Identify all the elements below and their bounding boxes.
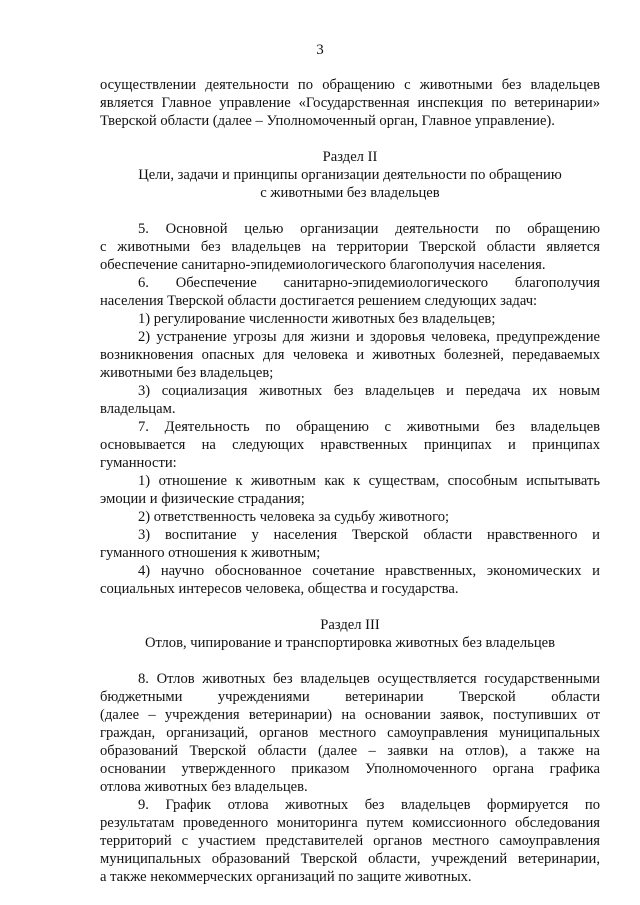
paragraph-line: образований Тверской области (далее – заявки на отлов), а также на bbox=[100, 743, 600, 759]
list-item: 1) отношение к животным как к существам, способным испытывать bbox=[138, 473, 600, 489]
section2-title: с животными без владельцев bbox=[260, 185, 440, 201]
paragraph-line: 8. Отлов животных без владельцев осуществляется государственными bbox=[138, 671, 600, 687]
list-item: животными без владельцев; bbox=[100, 365, 274, 381]
intro-line: является Главное управление «Государственная инспекция по ветеринарии» bbox=[100, 95, 600, 111]
list-item: социальных интересов человека, общества и государства. bbox=[100, 581, 459, 597]
paragraph-line: обеспечение санитарно-эпидемиологического благополучия населения. bbox=[100, 257, 546, 273]
paragraph-line: а также некоммерческих организаций по защите животных. bbox=[100, 869, 472, 885]
paragraph-line: 5. Основной целью организации деятельности по обращению bbox=[138, 221, 600, 237]
paragraph-line: результатам проведенного мониторинга путем комиссионного обследования bbox=[100, 815, 600, 831]
paragraph-line: гуманности: bbox=[100, 455, 177, 471]
list-item: гуманного отношения к животным; bbox=[100, 545, 321, 561]
paragraph-line: бюджетными учреждениями ветеринарии Тверской области bbox=[100, 689, 600, 705]
list-item: 4) научно обоснованное сочетание нравственных, экономических и bbox=[138, 563, 600, 579]
paragraph-line: основании утвержденного приказом Уполномоченного органа графика bbox=[100, 761, 600, 777]
list-item: владельцам. bbox=[100, 401, 176, 417]
section3-title: Отлов, чипирование и транспортировка животных без владельцев bbox=[144, 635, 556, 651]
section2-title: Цели, задачи и принципы организации деятельности по обращению bbox=[138, 167, 562, 183]
list-item: эмоции и физические страдания; bbox=[100, 491, 305, 507]
paragraph-line: 6. Обеспечение санитарно-эпидемиологического благополучия bbox=[138, 275, 600, 291]
paragraph-line: 7. Деятельность по обращению с животными без владельцев bbox=[138, 419, 600, 435]
paragraph-line: 9. График отлова животных без владельцев формируется по bbox=[138, 797, 600, 813]
list-item: 2) устранение угрозы для жизни и здоровья человека, предупреждение bbox=[138, 329, 600, 345]
paragraph-line: граждан, организаций, органов местного самоуправления муниципальных bbox=[100, 725, 600, 741]
list-item: 3) воспитание у населения Тверской области нравственного и bbox=[138, 527, 600, 543]
section2-heading: Раздел II bbox=[322, 149, 378, 165]
paragraph-line: отлова животных без владельцев. bbox=[100, 779, 308, 795]
section3-heading: Раздел III bbox=[320, 617, 380, 633]
list-item: 2) ответственность человека за судьбу животного; bbox=[138, 509, 450, 525]
list-item: возникновения опасных для человека и животных болезней, передаваемых bbox=[100, 347, 600, 363]
paragraph-line: (далее – учреждения ветеринарии) на основании заявок, поступивших от bbox=[100, 707, 600, 723]
intro-line: осуществлении деятельности по обращению с животными без владельцев bbox=[100, 77, 600, 93]
list-item: 1) регулирование численности животных без владельцев; bbox=[138, 311, 496, 327]
paragraph-line: с животными без владельцев на территории Тверской области является bbox=[100, 239, 600, 255]
list-item: 3) социализация животных без владельцев и передача их новым bbox=[138, 383, 600, 399]
paragraph-line: населения Тверской области достигается решением следующих задач: bbox=[100, 293, 538, 309]
paragraph-line: основывается на следующих нравственных принципах и принципах bbox=[100, 437, 600, 453]
intro-line: Тверской области (далее – Уполномоченный орган, Главное управление). bbox=[100, 113, 555, 129]
paragraph-line: муниципальных образований Тверской области, учреждений ветеринарии, bbox=[100, 851, 600, 867]
page-number: 3 bbox=[316, 42, 324, 58]
paragraph-line: территорий с участием представителей органов местного самоуправления bbox=[100, 833, 600, 849]
